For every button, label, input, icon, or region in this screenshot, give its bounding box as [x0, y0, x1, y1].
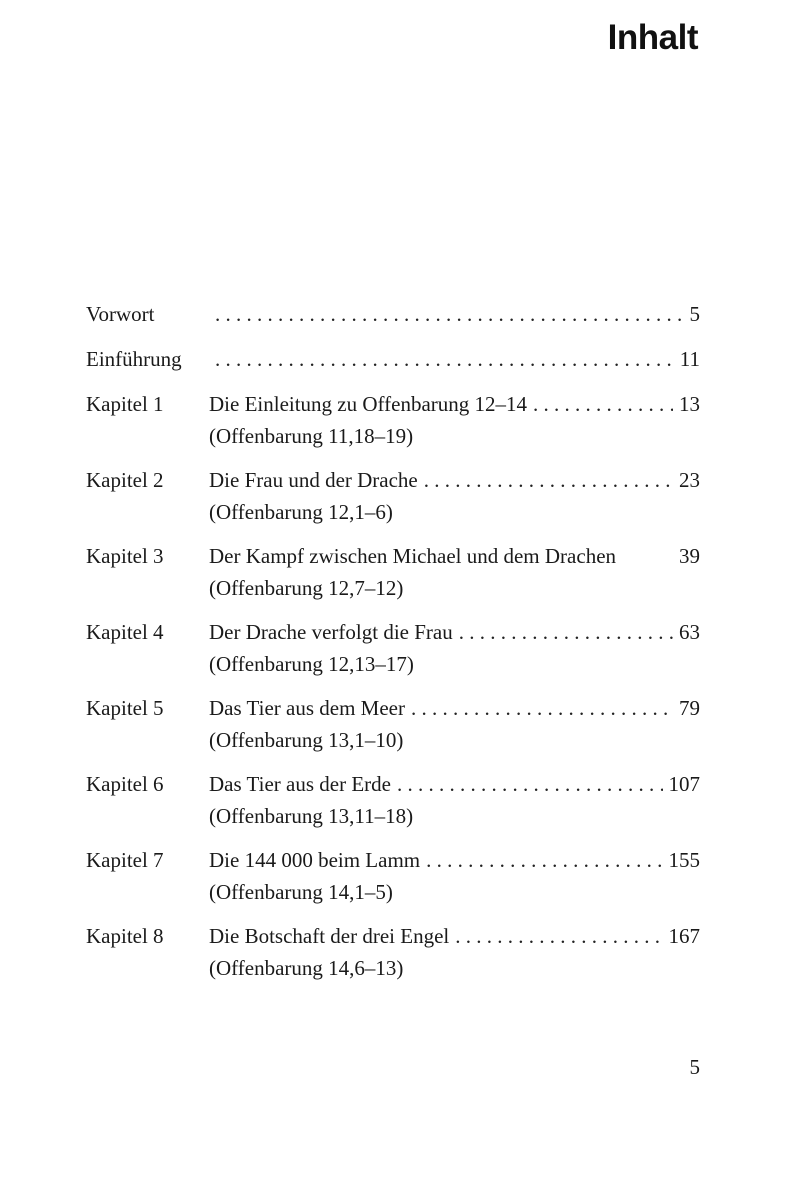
toc-entry-reference: (Offenbarung 13,1–10)	[209, 728, 404, 752]
toc-page-number: 167	[668, 924, 700, 948]
toc-entry-label: Kapitel 7	[86, 848, 164, 872]
toc-entry-reference: (Offenbarung 12,13–17)	[209, 652, 414, 676]
toc-entry-reference: (Offenbarung 13,11–18)	[209, 804, 414, 828]
toc-entry-kapitel-6[interactable]	[86, 768, 700, 832]
toc-entry-title: Das Tier aus dem Meer	[209, 696, 405, 720]
toc-page-number: 11	[679, 347, 700, 371]
toc-entry-kapitel-8[interactable]	[86, 920, 700, 984]
toc-entry-kapitel-7[interactable]	[86, 844, 700, 908]
toc-page-number: 63	[679, 620, 700, 644]
toc-entry-reference: (Offenbarung 12,7–12)	[209, 576, 404, 600]
dot-leader	[411, 692, 673, 724]
toc-entry-label: Vorwort	[86, 302, 155, 326]
toc-entry-title: Die Frau und der Drache	[209, 468, 418, 492]
toc-entry-kapitel-4[interactable]	[86, 616, 700, 680]
toc-page-number: 79	[679, 696, 700, 720]
toc-entry-reference: (Offenbarung 14,6–13)	[209, 956, 404, 980]
toc-entry-reference: (Offenbarung 14,1–5)	[209, 880, 393, 904]
toc-entry-title: Die Einleitung zu Offenbarung 12–14	[209, 392, 528, 416]
toc-page-number: 5	[689, 302, 700, 326]
toc-page-number: 155	[668, 848, 700, 872]
dot-leader	[215, 343, 674, 375]
toc-entry-title: Die 144 000 beim Lamm	[209, 848, 421, 872]
dot-leader	[215, 298, 684, 330]
toc-entry-kapitel-2[interactable]	[86, 464, 700, 528]
dot-leader	[426, 844, 662, 876]
toc-entry-label: Kapitel 6	[86, 772, 164, 796]
toc-entry-label: Kapitel 4	[86, 620, 164, 644]
toc-entry-einfuehrung[interactable]	[86, 343, 700, 375]
table-of-contents	[86, 298, 700, 996]
page-number-footer: 5	[689, 1055, 700, 1079]
toc-page-number: 39	[679, 544, 700, 568]
toc-entry-label: Kapitel 8	[86, 924, 164, 948]
toc-entry-kapitel-5[interactable]	[86, 692, 700, 756]
toc-entry-title: Das Tier aus der Erde	[209, 772, 391, 796]
toc-entry-label: Kapitel 1	[86, 392, 164, 416]
toc-page-number: 107	[668, 772, 700, 796]
toc-entry-title: Der Drache verfolgt die Frau	[209, 620, 453, 644]
toc-entry-label: Einführung	[86, 347, 182, 371]
toc-page-number: 23	[679, 468, 700, 492]
toc-entry-reference: (Offenbarung 12,1–6)	[209, 500, 393, 524]
toc-entry-kapitel-3[interactable]	[86, 540, 700, 604]
toc-entry-title: Der Kampf zwischen Michael und dem Drachen	[209, 544, 617, 568]
toc-entry-label: Kapitel 3	[86, 544, 164, 568]
dot-leader	[455, 920, 662, 952]
dot-leader	[424, 464, 673, 496]
toc-entry-title: Die Botschaft der drei Engel	[209, 924, 450, 948]
toc-entry-vorwort[interactable]	[86, 298, 700, 330]
toc-page-number: 13	[679, 392, 700, 416]
page-title: Inhalt	[607, 18, 698, 57]
toc-entry-label: Kapitel 2	[86, 468, 164, 492]
toc-entry-label: Kapitel 5	[86, 696, 164, 720]
dot-leader	[459, 616, 673, 648]
toc-entry-reference: (Offenbarung 11,18–19)	[209, 424, 414, 448]
dot-leader	[397, 768, 663, 800]
dot-leader	[533, 388, 673, 420]
toc-entry-kapitel-1[interactable]	[86, 388, 700, 452]
